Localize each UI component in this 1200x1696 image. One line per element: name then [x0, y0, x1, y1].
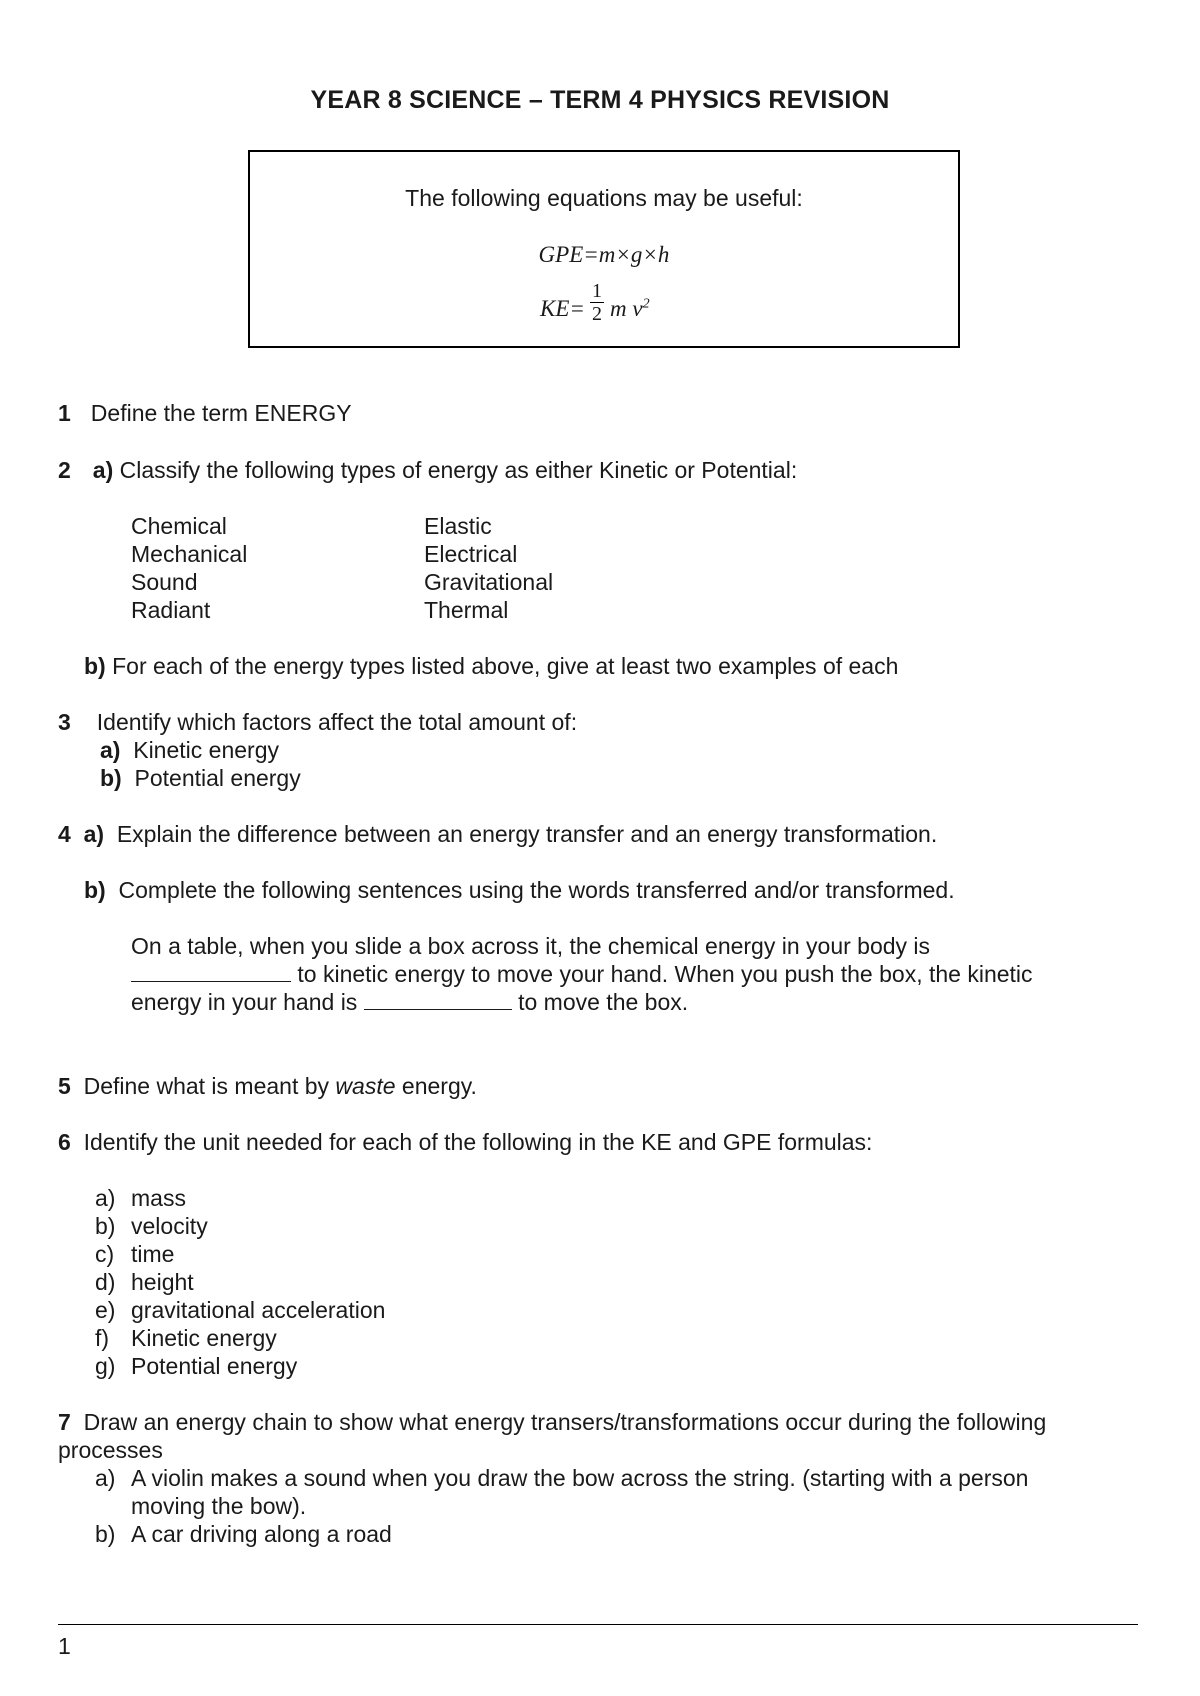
ke-denominator: 2	[592, 303, 602, 325]
item-label: c)	[95, 1241, 115, 1267]
question-2b	[84, 652, 898, 680]
question-number: 6	[58, 1129, 71, 1155]
part-label: b)	[84, 877, 106, 903]
question-text: Identify the unit needed for each of the following in the KE and GPE formulas:	[83, 1129, 873, 1155]
item-label: a)	[95, 1185, 116, 1211]
list-item: Radiant	[131, 597, 211, 623]
energy-list-col-2	[424, 512, 553, 624]
question-text-continued: processes	[58, 1437, 163, 1463]
list-item	[95, 1184, 385, 1212]
item-text-continued: moving the bow).	[131, 1493, 307, 1519]
question-3a	[100, 736, 279, 764]
list-item	[95, 1352, 385, 1380]
question-4b	[84, 876, 955, 904]
question-6	[58, 1128, 872, 1156]
question-text: Potential energy	[134, 765, 301, 791]
question-text: Explain the difference between an energy transfer and an energy transformation.	[116, 821, 938, 847]
part-label: b)	[100, 765, 122, 791]
question-text: Define the term ENERGY	[90, 400, 352, 426]
question-text: Complete the following sentences using the words transferred and/or transformed.	[118, 877, 955, 903]
answer-blank[interactable]	[131, 980, 291, 982]
item-label: d)	[95, 1269, 116, 1295]
item-label: f)	[95, 1325, 110, 1351]
energy-list-col-1	[131, 512, 247, 624]
question-7	[58, 1408, 1046, 1464]
equations-intro: The following equations may be useful:	[405, 185, 803, 211]
item-text: Potential energy	[131, 1353, 298, 1379]
question-3	[58, 708, 577, 736]
item-text: Kinetic energy	[131, 1325, 277, 1351]
cloze-paragraph	[131, 932, 1033, 1016]
ke-rhs-text: m v	[610, 296, 643, 321]
unit-list	[95, 1184, 385, 1380]
question-text: energy.	[401, 1073, 477, 1099]
part-label: a)	[92, 457, 114, 483]
question-7b	[95, 1520, 392, 1548]
cloze-line-3	[131, 988, 1033, 1016]
cloze-text: to move the box.	[518, 989, 689, 1015]
document-title: YEAR 8 SCIENCE – TERM 4 PHYSICS REVISION	[310, 86, 890, 114]
item-label: b)	[95, 1213, 116, 1239]
list-item	[95, 1324, 385, 1352]
ke-rhs	[610, 296, 650, 322]
ke-numerator: 1	[592, 280, 602, 302]
item-label: e)	[95, 1297, 116, 1323]
page-number: 1	[58, 1633, 71, 1659]
item-text: mass	[131, 1185, 186, 1211]
item-label: b)	[95, 1521, 116, 1547]
question-text: Define what is meant by	[83, 1073, 330, 1099]
cloze-text: energy in your hand is	[131, 989, 358, 1015]
item-label: g)	[95, 1353, 116, 1379]
part-label: a)	[100, 737, 121, 763]
question-number: 4	[58, 821, 71, 847]
question-text: Classify the following types of energy as either Kinetic or Potential:	[119, 457, 798, 483]
question-5	[58, 1072, 477, 1100]
equations-box	[248, 150, 960, 348]
item-text: velocity	[131, 1213, 208, 1239]
question-text: Identify which factors affect the total amount of:	[96, 709, 578, 735]
footer-rule	[58, 1624, 1138, 1625]
item-text: time	[131, 1241, 175, 1267]
cloze-line-1: On a table, when you slide a box across it, the chemical energy in your body is	[131, 933, 931, 959]
item-label: a)	[95, 1465, 116, 1491]
ke-exponent: 2	[642, 296, 650, 312]
part-label: b)	[84, 653, 106, 679]
question-number: 2	[58, 457, 71, 483]
question-number: 3	[58, 709, 71, 735]
question-text: For each of the energy types listed above, give at least two examples of each	[112, 653, 899, 679]
ke-equation	[540, 280, 700, 340]
item-text: gravitational acceleration	[131, 1297, 386, 1323]
question-7a	[95, 1464, 1028, 1520]
cloze-text: to kinetic energy to move your hand. When you push the box, the kinetic	[297, 961, 1033, 987]
list-item: Gravitational	[424, 569, 554, 595]
list-item: Mechanical	[131, 541, 248, 567]
item-text: A violin makes a sound when you draw the bow across the string. (starting with a person	[131, 1465, 1029, 1491]
question-number: 7	[58, 1409, 71, 1435]
list-item: Thermal	[424, 597, 509, 623]
list-item	[95, 1296, 385, 1324]
gpe-equation: GPE=m×g×h	[538, 242, 670, 267]
question-2a	[58, 456, 797, 484]
list-item	[95, 1240, 385, 1268]
answer-blank[interactable]	[364, 1008, 512, 1010]
question-1	[58, 399, 352, 427]
question-4a	[58, 820, 937, 848]
question-text: Draw an energy chain to show what energy transers/transformations occur during the following	[83, 1409, 1047, 1435]
list-item: Sound	[131, 569, 198, 595]
question-3b	[100, 764, 301, 792]
question-text-emphasis: waste	[335, 1073, 396, 1099]
question-text: Kinetic energy	[133, 737, 279, 763]
question-number: 5	[58, 1073, 71, 1099]
list-item: Chemical	[131, 513, 227, 539]
list-item	[95, 1268, 385, 1296]
cloze-line-2	[131, 960, 1033, 988]
list-item: Elastic	[424, 513, 492, 539]
item-text: height	[131, 1269, 194, 1295]
list-item	[95, 1212, 385, 1240]
list-item: Electrical	[424, 541, 518, 567]
question-number: 1	[58, 400, 71, 426]
ke-lhs: KE=	[540, 296, 585, 321]
item-text: A car driving along a road	[131, 1521, 392, 1547]
ke-fraction	[590, 280, 604, 325]
part-label: a)	[83, 821, 105, 847]
